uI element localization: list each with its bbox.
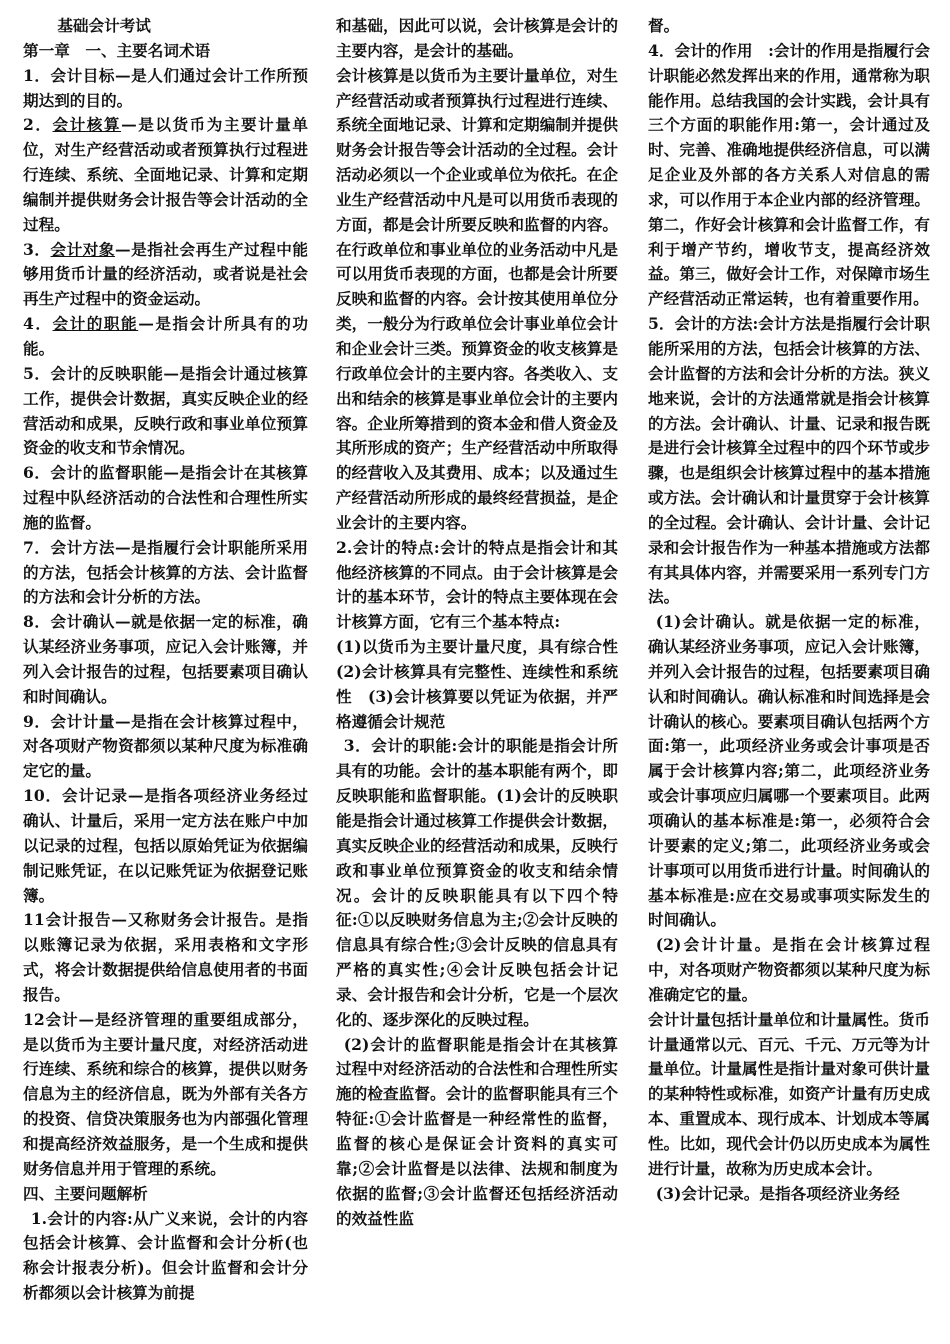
term-name: 会计目标 [50, 65, 116, 85]
term-definition [23, 536, 308, 611]
term-number: 6． [23, 463, 51, 483]
term-list [23, 64, 308, 1182]
term-body: —是指履行会计职能所采用的方法，包括会计核算的方法、会计监督的方法和会计分析的方法。 [23, 537, 308, 607]
term-body: —是经济管理的重要组成部分，是以货币为主要计量尺度，对经济活动进行连续、系统和综合的核算，提供以财务信息为主的经济信息，既为外部有关各方的投资、信贷决策服务也为内部强化管理和提高经济效益服务，是一个生成和提供财务信息并用于管理的系统。 [23, 1009, 308, 1178]
term-definition [23, 64, 308, 114]
term-definition [23, 784, 308, 908]
term-number: 7． [23, 537, 51, 557]
paragraph: 会计核算是以货币为主要计量单位，对生产经营活动或者预算执行过程进行连续、系统全面地记录、计算和定期编制并提供财务会计报告等会计活动的全过程。会计活动必须以一个企业或单位为依托。在企业生产经营活动中凡是可以用货币表现的方面，都是会计所要反映和监督的内容。在行政单位和事业单位的业务活动中凡是可以用货币表现的方面，也都是会计所要反映和监督的内容。会计按其使用单位分类，一般分为行政单位会计事业单位会计和企业会计三类。预算资金的收支核算是行政单位会计的主要内容。各类收入、支出和结余的核算是事业单位会计的主要内容。企业所筹措到的资本金和借人资金及其所形成的资产；生产经营活动中所取得的经营收入及其费用、成本；以及通过生产经营活动所形成的最终经营损益，是企业会计的主要内容。 [336, 65, 618, 532]
term-name: 会计的反映职能 [50, 363, 164, 383]
term-definition [23, 908, 308, 1007]
term-body: —是指在会计核算过程中，对各项财产物资都须以某种尺度为标准确定它的量。 [23, 711, 308, 781]
term-body: —是指社会再生产过程中能够用货币计量的经济活动，或者说是社会再生产过程中的资金运动。 [23, 239, 308, 309]
term-name: 会计方法 [50, 537, 116, 557]
term-number: 3． [23, 239, 51, 259]
paragraph: (1)以货币为主要计量尺度，具有综合性 (2)会计核算具有完整性、连续性和系统性 (3)会计核算要以凭证为依据，并严格遵循会计规范 [336, 637, 634, 731]
term-name: 会计 [44, 1009, 79, 1029]
term-name: 会计的监督职能 [50, 463, 164, 483]
doc-title: 基础会计考试 [57, 16, 151, 35]
term-definition [23, 238, 308, 313]
term-definition [23, 461, 308, 536]
paragraph: (1)会计确认。就是依据一定的标准，确认某经济业务事项，应记入会计账簿，并列入会计报告的过程，包括要素项目确认和时间确认。确认标准和时间选择是会计确认的核心。要素项目确认包括两个方面:第一，此项经济业务或会计事项是否属于会计核算内容;第二，此项经济业务或会计事项应归属哪一个要素项目。此两项确认的基本标准是:第一，必须符合会计要素的定义;第二，此项经济业务或会计事项可以用货币进行计量。时间确认的基本标准是:应在交易或事项实际发生的时间确认。 [648, 612, 930, 930]
question-1-paragraph: 1.会计的内容:从广义来说，会计的内容包括会计核算、会计监督和会计分析(也称会计报表分析)。但会计监督和会计分析都须以会计核算为前提 [23, 1208, 308, 1303]
term-number: 1． [23, 65, 51, 85]
term-number: 2． [23, 115, 53, 135]
paragraph: 会计计量包括计量单位和计量属性。货币计量通常以元、百元、千元、万元等为计量单位。计量属性是指计量对象可供计量的某种特性或标准，如资产计量有历史成本、重置成本、现行成本、计划成本等属性。比如，现代会计仍以历史成本为属性进行计量，故称为历史成本会计。 [648, 1009, 930, 1178]
term-definition [23, 710, 308, 785]
paragraph: (2)会计计量。是指在会计核算过程中，对各项财产物资都须以某种尺度为标准确定它的量。 [648, 935, 930, 1004]
term-number: 4． [23, 314, 53, 334]
column-left [23, 14, 308, 1306]
term-name: 会计核算 [52, 115, 122, 135]
column-right [648, 14, 930, 1207]
section-heading: 四、主要问题解析 [23, 1183, 148, 1203]
term-number: 12 [23, 1009, 45, 1029]
term-number: 5． [23, 363, 51, 383]
paragraph: 4．会计的作用 :会计的作用是指履行会计职能必然发挥出来的作用，通常称为职能作用。总结我国的会计实践，会计具有三个方面的职能作用:第一，会计通过及时、完善、准确地提供经济信息，可以满足企业及外部的各方关系人对信息的需求，可以作用于本企业内部的经济管理。第二，作好会计核算和会计监督工作，有利于增产节约，增收节支，提高经济效益。第三，做好会计工作，对保障市场生产经营活动正常运转，也有着重要作用。 [648, 40, 930, 309]
paragraph: 督。 [648, 16, 680, 35]
term-name: 会计报告 [44, 910, 112, 930]
term-name: 会计对象 [50, 239, 116, 259]
term-body: —是指会计所具有的功能。 [23, 314, 308, 358]
term-body: —是人们通过会计工作所预期达到的目的。 [23, 65, 308, 110]
term-body: —又称财务会计报告。是指以账簿记录为依据，采用表格和文字形式，将会计数据提供给信息使用者的书面报告。 [23, 910, 308, 1004]
paragraph: (2)会计的监督职能是指会计在其核算过程中对经济活动的合法性和合理性所实施的检查监督。会计的监督职能具有三个特征:①会计监督是一种经常性的监督，监督的核心是保证会计资料的真实可靠;②会计监督是以法律、法规和制度为依据的监督;③会计监督还包括经济活动的效益性监 [336, 1034, 618, 1228]
term-definition [23, 113, 308, 237]
term-definition [23, 362, 308, 461]
term-definition [23, 610, 308, 709]
paragraph: (3)会计记录。是指各项经济业务经 [655, 1183, 900, 1203]
term-body: —就是依据一定的标准，确认某经济业务事项，应记入会计账簿，并列入会计报告的过程，包括要素项目确认和时间确认。 [23, 612, 308, 706]
term-number: 11 [23, 910, 45, 930]
term-body: —是以货币为主要计量单位，对生产经营活动或者预算执行过程进行连续、系统、全面地记录、计算和定期编制并提供财务会计报告等会计活动的全过程。 [23, 115, 308, 234]
chapter-heading: 第一章 一、主要名词术语 [23, 40, 211, 60]
term-body: —是指会计通过核算工作，提供会计数据，真实反映企业的经营活动和成果，反映行政和事业单位预算资金的收支和节余情况。 [23, 363, 308, 458]
term-name: 会计记录 [62, 786, 128, 806]
paragraph: 3．会计的职能:会计的职能是指会计所具有的功能。会计的基本职能有两个，即反映职能和监督职能。(1)会计的反映职能是指会计通过核算工作提供会计数据，真实反映企业的经营活动和成果，反映行政和事业单位预算资金的收支和结余情况。会计的反映职能具有以下四个特征:①以反映财务信息为主;②会计反映的信息具有综合性;③会计反映的信息具有严格的真实性;④会计反映包括会计记录、会计报告和会计分析，它是一个层次化的、逐步深化的反映过程。 [336, 736, 618, 1029]
term-number: 10． [23, 786, 63, 806]
paragraph: 和基础，因此可以说，会计核算是会计的主要内容，是会计的基础。 [336, 16, 618, 60]
term-name: 会计的职能 [52, 314, 139, 334]
term-body: —是指各项经济业务经过确认、计量后，采用一定方法在账户中加以记录的过程，包括以原始凭证为依据编制记账凭证，在以记账凭证为依据登记账簿。 [23, 786, 308, 905]
paragraph: 2.会计的特点:会计的特点是指会计和其他经济核算的不同点。由于会计核算是会计的基本环节，会计的特点主要体现在会计核算方面，它有三个基本特点: [336, 537, 618, 632]
term-name: 会计确认 [50, 612, 116, 632]
paragraph: 5．会计的方法:会计方法是指履行会计职能所采用的方法，包括会计核算的方法、会计监督的方法和会计分析的方法。狭义地来说，会计的方法通常就是指会计核算的方法。会计确认、计量、记录和报告既是进行会计核算全过程中的四个环节或步骤，也是组织会计核算过程中的基本措施或方法。会计确认和计量贯穿于会计核算的全过程。会计确认、会计计量、会计记录和会计报告作为一种基本措施或方法都有其具体内容，并需要采用一系列专门方法。 [648, 314, 930, 607]
term-definition [23, 1008, 308, 1182]
column-middle [336, 14, 634, 1231]
term-name: 会计计量 [50, 711, 116, 731]
term-number: 9． [23, 711, 51, 731]
term-definition [23, 312, 308, 362]
term-body: —是指会计在其核算过程中队经济活动的合法性和合理性所实施的监督。 [23, 463, 308, 532]
term-number: 8． [23, 612, 51, 632]
